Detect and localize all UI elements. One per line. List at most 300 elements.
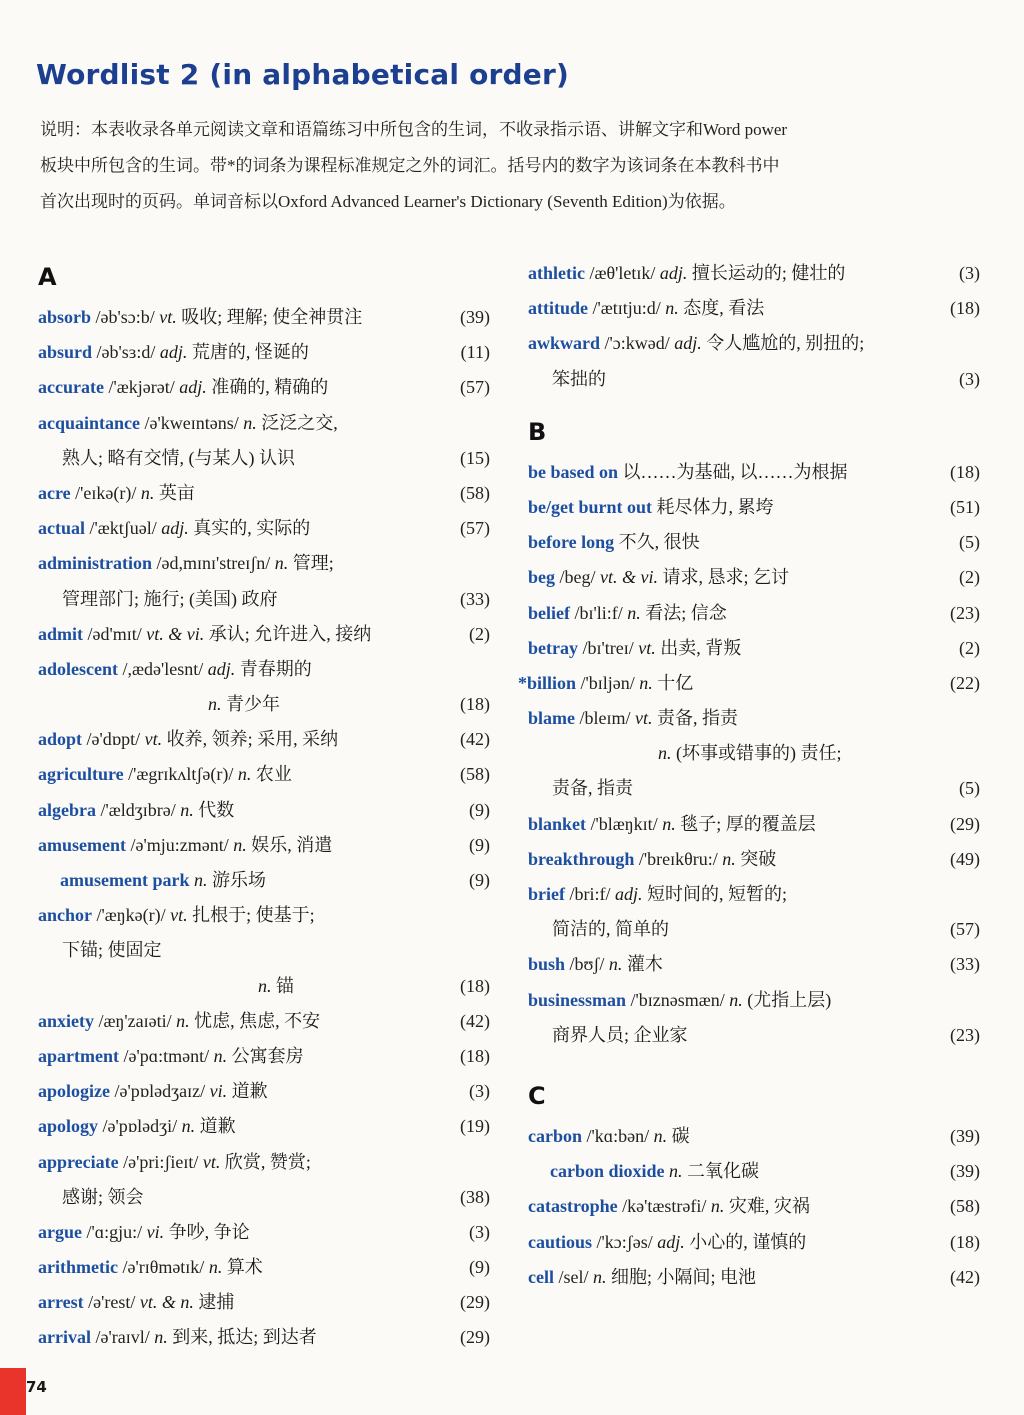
entry-row bbox=[528, 256, 980, 291]
section-letter-b: B bbox=[528, 417, 547, 446]
entry-definition: 吸收; 理解; 使全神贯注 bbox=[176, 307, 363, 327]
entry-pos: adj. bbox=[161, 518, 189, 539]
entry-pos: adj. bbox=[179, 377, 207, 398]
entry-headword: catastrophe bbox=[528, 1196, 618, 1217]
entry-headword: apartment bbox=[38, 1045, 119, 1066]
entry-headword: billion bbox=[527, 672, 577, 693]
entry-definition: 商界人员; 企业家 bbox=[552, 1024, 688, 1045]
entry-pronunciation: /'æktʃuəl/ bbox=[85, 518, 162, 539]
entry-definition: 算术 bbox=[222, 1257, 263, 1278]
entry-pronunciation: /əd'mɪt/ bbox=[83, 623, 147, 644]
entry-definition: 忧虑, 焦虑, 不安 bbox=[189, 1010, 321, 1031]
entry-definition: 小心的, 谨慎的 bbox=[684, 1231, 807, 1252]
page-title: Wordlist 2 (in alphabetical order) bbox=[36, 58, 569, 91]
entry-headword: athletic bbox=[528, 263, 585, 283]
entry-row bbox=[528, 631, 980, 666]
entry-pos: n. bbox=[653, 1125, 668, 1146]
entry-pos: vt. & vi. bbox=[146, 623, 205, 644]
entry-definition: 态度, 看法 bbox=[678, 298, 765, 319]
entry-headword: beg bbox=[528, 567, 555, 588]
entry-row bbox=[528, 362, 980, 397]
entry-page-ref: (9) bbox=[469, 799, 490, 820]
entry-page-ref: (49) bbox=[950, 848, 980, 869]
entry-pronunciation: /bʊʃ/ bbox=[565, 954, 609, 975]
entry-page-ref: (3) bbox=[959, 263, 980, 283]
entry-row bbox=[38, 757, 490, 792]
entry-pronunciation: /'eɪkə(r)/ bbox=[70, 482, 141, 503]
entry-row bbox=[528, 912, 980, 947]
entry-definition: 责备, 指责 bbox=[552, 778, 633, 799]
entry-pos: n. bbox=[194, 870, 208, 890]
entry-pronunciation: /'ɔ:kwəd/ bbox=[600, 333, 675, 354]
entry-page-ref: (57) bbox=[460, 518, 490, 539]
entry-definition: 以……为基础, 以……为根据 bbox=[618, 461, 848, 482]
entry-page-ref: (9) bbox=[469, 870, 490, 890]
entry-page-ref: (9) bbox=[469, 1257, 490, 1278]
entry-definition: 出卖, 背叛 bbox=[655, 637, 742, 658]
entry-row bbox=[38, 335, 490, 370]
entry-headword: arrival bbox=[38, 1327, 91, 1348]
entry-pos: n. bbox=[154, 1327, 168, 1348]
entry-row bbox=[38, 933, 490, 968]
entry-page-ref: (3) bbox=[959, 368, 980, 389]
entry-definition: 请求, 恳求; 乞讨 bbox=[657, 567, 789, 588]
star-marker: * bbox=[518, 672, 527, 693]
entry-definition: 不久, 很快 bbox=[614, 532, 700, 553]
entry-headword: argue bbox=[38, 1221, 82, 1242]
entry-pronunciation: /ə'kweɪntəns/ bbox=[140, 412, 244, 433]
entry-definition: 公寓套房 bbox=[227, 1045, 304, 1066]
entry-pos: n. bbox=[140, 482, 155, 503]
entry-page-ref: (42) bbox=[460, 1010, 490, 1031]
entry-definition: 看法; 信念 bbox=[640, 602, 727, 623]
entry-row bbox=[38, 652, 490, 687]
entry-headword: betray bbox=[528, 637, 578, 658]
entry-pronunciation: /əd,mɪnɪ'streɪʃn/ bbox=[152, 553, 275, 574]
entry-headword: be/get burnt out bbox=[528, 496, 653, 517]
entry-definition: 娱乐, 消遣 bbox=[246, 834, 333, 855]
intro-line: 板块中所包含的生词。带*的词条为课程标准规定之外的词汇。括号内的数字为该词条在本教科书中 bbox=[40, 156, 780, 175]
entry-pronunciation: /əb'sɔ:b/ bbox=[91, 307, 160, 327]
entry-page-ref: (39) bbox=[460, 307, 490, 327]
entry-row bbox=[528, 1154, 980, 1189]
entry-pronunciation: /əb'sɜ:d/ bbox=[92, 342, 160, 363]
spacer bbox=[528, 397, 980, 415]
entry-pronunciation: /bri:f/ bbox=[564, 884, 615, 904]
entry-headword: awkward bbox=[528, 333, 601, 354]
entry-page-ref: (33) bbox=[460, 588, 490, 609]
entry-headword: acre bbox=[38, 482, 71, 503]
entry-headword: before long bbox=[528, 532, 615, 553]
entry-headword: carbon bbox=[528, 1125, 582, 1146]
entry-page-ref: (51) bbox=[950, 496, 980, 517]
entry-list bbox=[518, 455, 980, 1053]
intro-line: 说明：本表收录各单元阅读文章和语篇练习中所包含的生词，不收录指示语、讲解文字和Word power bbox=[40, 120, 788, 139]
entry-definition: 十亿 bbox=[652, 672, 694, 693]
entry-definition: 青春期的 bbox=[235, 658, 312, 679]
entry-pos: n. bbox=[722, 848, 736, 869]
entry-definition: 下锚; 使固定 bbox=[62, 940, 162, 961]
entry-pronunciation: /'ægrɪkʌltʃə(r)/ bbox=[123, 764, 238, 785]
entry-definition: 英亩 bbox=[154, 482, 195, 503]
entry-definition: 到来, 抵达; 到达者 bbox=[167, 1327, 317, 1348]
entry-row bbox=[528, 947, 980, 982]
entry-page-ref: (3) bbox=[469, 1081, 490, 1102]
entry-definition: 简洁的, 简单的 bbox=[552, 919, 669, 940]
entry-definition: 笨拙的 bbox=[552, 368, 606, 389]
entry-pos: vi. bbox=[209, 1081, 228, 1102]
entry-row bbox=[528, 596, 980, 631]
entry-pos: n. bbox=[274, 553, 289, 574]
entry-page-ref: (18) bbox=[950, 461, 980, 482]
entry-page-ref: (5) bbox=[959, 778, 980, 799]
section-letter-a: A bbox=[38, 263, 57, 291]
entry-pronunciation: /ə'mju:zmənt/ bbox=[126, 834, 234, 855]
spacer bbox=[528, 1053, 980, 1079]
entry-row bbox=[528, 736, 980, 771]
entry-headword: businessman bbox=[528, 989, 627, 1010]
entry-headword: actual bbox=[38, 518, 85, 539]
entry-headword: belief bbox=[528, 602, 570, 623]
entry-pos: n. bbox=[710, 1196, 725, 1217]
entry-definition: 感谢; 领会 bbox=[62, 1186, 144, 1207]
entry-page-ref: (5) bbox=[959, 532, 980, 553]
entry-definition: 突破 bbox=[735, 848, 777, 869]
entry-pos: vt. & n. bbox=[139, 1292, 194, 1313]
entry-pos: n. bbox=[233, 834, 247, 855]
entry-row bbox=[38, 406, 490, 441]
entry-row bbox=[528, 1189, 980, 1224]
entry-row bbox=[518, 666, 980, 701]
entry-pos: vt. bbox=[635, 708, 653, 729]
entry-page-ref: (18) bbox=[950, 298, 980, 319]
entry-row bbox=[38, 687, 490, 722]
entry-row bbox=[38, 1250, 490, 1285]
entry-headword: accurate bbox=[38, 377, 104, 398]
entry-row bbox=[38, 370, 490, 405]
entry-pos: n. bbox=[208, 1257, 223, 1278]
entry-list bbox=[528, 256, 980, 397]
entry-definition: 青少年 bbox=[221, 694, 280, 715]
entry-definition: 管理部门; 施行; (美国) 政府 bbox=[62, 588, 278, 609]
entry-pronunciation: /'ɑ:gju:/ bbox=[82, 1221, 147, 1242]
entry-headword: be based on bbox=[528, 461, 619, 482]
entry-definition: 道歉 bbox=[227, 1081, 268, 1102]
entry-pronunciation: /ə'pɒlədʒi/ bbox=[98, 1116, 182, 1137]
entry-pronunciation: /'æŋkə(r)/ bbox=[92, 905, 171, 926]
entry-headword: acquaintance bbox=[38, 412, 141, 433]
entry-headword: cell bbox=[528, 1266, 554, 1287]
entry-pos: vt. bbox=[144, 729, 163, 750]
section-letter-c: C bbox=[528, 1081, 546, 1110]
entry-headword: apologize bbox=[38, 1081, 110, 1102]
entry-definition: 逮捕 bbox=[193, 1292, 235, 1313]
entry-pos: n. bbox=[627, 602, 641, 623]
page-number: 74 bbox=[26, 1378, 47, 1396]
entry-row bbox=[528, 983, 980, 1018]
entry-row bbox=[528, 455, 980, 490]
entry-pos: adj. bbox=[207, 658, 236, 679]
entry-pos: vt. & vi. bbox=[600, 567, 658, 588]
entry-headword: admit bbox=[38, 623, 83, 644]
entry-headword: anchor bbox=[38, 905, 92, 926]
entry-page-ref: (29) bbox=[460, 1292, 490, 1313]
entry-page-ref: (42) bbox=[460, 729, 490, 750]
entry-row bbox=[38, 863, 490, 898]
entry-definition: 灌木 bbox=[622, 954, 663, 975]
entry-row bbox=[38, 582, 490, 617]
entry-pos: adj. bbox=[159, 342, 188, 363]
entry-pos: n. bbox=[258, 975, 272, 996]
entry-row bbox=[528, 1119, 980, 1154]
entry-row bbox=[528, 291, 980, 326]
entry-definition: 道歉 bbox=[195, 1116, 236, 1137]
entry-page-ref: (57) bbox=[950, 919, 980, 940]
entry-pos: n. bbox=[662, 813, 676, 834]
entry-definition: 锚 bbox=[271, 975, 294, 996]
entry-definition: 毯子; 厚的覆盖层 bbox=[675, 813, 816, 834]
entry-row bbox=[38, 1285, 490, 1320]
left-column bbox=[38, 260, 490, 1356]
entry-pronunciation: /ə'pri:ʃieɪt/ bbox=[118, 1151, 203, 1172]
entry-headword: arrest bbox=[38, 1292, 84, 1313]
entry-pos: vt. bbox=[170, 905, 188, 926]
entry-headword: arithmetic bbox=[38, 1257, 118, 1278]
entry-subword: carbon dioxide bbox=[550, 1161, 665, 1182]
entry-row bbox=[528, 842, 980, 877]
entry-page-ref: (2) bbox=[469, 623, 490, 644]
entry-page-ref: (11) bbox=[460, 342, 490, 363]
entry-headword: amusement bbox=[38, 834, 126, 855]
entry-row bbox=[38, 1074, 490, 1109]
entry-pronunciation: /'kɑ:bən/ bbox=[582, 1125, 654, 1146]
entry-definition: 泛泛之交, bbox=[256, 412, 338, 433]
entry-pos: n. bbox=[213, 1045, 228, 1066]
entry-row bbox=[38, 1039, 490, 1074]
entry-pronunciation: /'ældʒɪbrə/ bbox=[96, 799, 181, 820]
entry-definition: 承认; 允许进入, 接纳 bbox=[204, 623, 372, 644]
entry-definition: 令人尴尬的, 别扭的; bbox=[701, 333, 865, 354]
entry-page-ref: (2) bbox=[959, 567, 980, 588]
entry-row bbox=[38, 1320, 490, 1355]
entry-pos: n. bbox=[237, 764, 252, 785]
entry-definition: (尤指上层) bbox=[742, 989, 832, 1010]
entry-page-ref: (39) bbox=[950, 1161, 980, 1182]
entry-row bbox=[38, 1215, 490, 1250]
entry-page-ref: (18) bbox=[460, 975, 490, 996]
entry-row bbox=[38, 1180, 490, 1215]
entry-headword: breakthrough bbox=[528, 848, 635, 869]
entry-headword: algebra bbox=[38, 799, 96, 820]
entry-pos: adj. bbox=[614, 884, 643, 904]
entry-pronunciation: /ə'dɒpt/ bbox=[82, 729, 145, 750]
entry-pronunciation: /ə'raɪvl/ bbox=[90, 1327, 155, 1348]
entry-page-ref: (23) bbox=[950, 602, 980, 623]
entry-pronunciation: /ə'rɪθmətɪk/ bbox=[117, 1257, 209, 1278]
entry-page-ref: (29) bbox=[950, 813, 980, 834]
entry-pos: n. bbox=[181, 1116, 196, 1137]
entry-definition: 争吵, 争论 bbox=[164, 1221, 250, 1242]
entry-row bbox=[38, 1109, 490, 1144]
entry-page-ref: (23) bbox=[950, 1024, 980, 1045]
entry-pronunciation: /'ætɪtju:d/ bbox=[588, 298, 666, 319]
entry-row bbox=[38, 722, 490, 757]
entry-page-ref: (15) bbox=[460, 447, 490, 468]
entry-row bbox=[528, 1225, 980, 1260]
entry-pronunciation: /'blæŋkɪt/ bbox=[586, 813, 663, 834]
entry-definition: 荒唐的, 怪诞的 bbox=[187, 342, 309, 363]
entry-pronunciation: /æŋ'zaɪəti/ bbox=[94, 1010, 177, 1031]
entry-headword: appreciate bbox=[38, 1151, 119, 1172]
entry-page-ref: (33) bbox=[950, 954, 980, 975]
entry-definition: 游乐场 bbox=[207, 870, 266, 890]
entry-headword: cautious bbox=[528, 1231, 593, 1252]
entry-page-ref: (58) bbox=[460, 482, 490, 503]
entry-page-ref: (18) bbox=[950, 1231, 980, 1252]
entry-row bbox=[38, 898, 490, 933]
entry-definition: 扎根于; 使基于; bbox=[187, 905, 315, 926]
entry-row bbox=[38, 441, 490, 476]
entry-row bbox=[38, 793, 490, 828]
entry-pronunciation: /sel/ bbox=[553, 1266, 593, 1287]
entry-headword: blame bbox=[528, 708, 575, 729]
entry-row bbox=[528, 807, 980, 842]
intro-line: 首次出现时的页码。单词音标以Oxford Advanced Learner's Dictionary (Seventh Edition)为依据。 bbox=[40, 192, 736, 211]
entry-definition: 准确的, 精确的 bbox=[206, 377, 329, 398]
entry-definition: 短时间的, 短暂的; bbox=[642, 884, 788, 904]
entry-definition: 真实的, 实际的 bbox=[188, 518, 311, 539]
entry-definition: 碳 bbox=[667, 1125, 690, 1146]
entry-headword: administration bbox=[38, 553, 153, 574]
entry-headword: bush bbox=[528, 954, 566, 975]
entry-page-ref: (42) bbox=[950, 1266, 980, 1287]
entry-row bbox=[528, 326, 980, 361]
entry-headword: blanket bbox=[528, 813, 587, 834]
entry-definition: 二氧化碳 bbox=[682, 1161, 760, 1182]
entry-definition: 灾难, 灾祸 bbox=[724, 1196, 810, 1217]
entry-headword: adopt bbox=[38, 729, 83, 750]
entry-row bbox=[528, 525, 980, 560]
entry-pronunciation: /æθ'letɪk/ bbox=[584, 263, 660, 283]
entry-row bbox=[38, 1004, 490, 1039]
entry-pos: vi. bbox=[146, 1221, 165, 1242]
entry-pronunciation: /bɪ'li:f/ bbox=[570, 602, 628, 623]
entry-pos: vt. bbox=[159, 307, 177, 327]
entry-definition: 收养, 领养; 采用, 采纳 bbox=[162, 729, 339, 750]
entry-pronunciation: /bleɪm/ bbox=[575, 708, 635, 729]
entry-headword: agriculture bbox=[38, 764, 124, 785]
entry-pos: n. bbox=[669, 1161, 683, 1182]
intro-note bbox=[40, 112, 986, 220]
entry-page-ref: (39) bbox=[950, 1125, 980, 1146]
right-column bbox=[518, 256, 980, 1295]
entry-pos: n. bbox=[208, 694, 222, 715]
entry-pronunciation: /ə'rest/ bbox=[83, 1292, 140, 1313]
entry-row bbox=[38, 969, 490, 1004]
entry-pronunciation: /kə'tæstrəfi/ bbox=[617, 1196, 711, 1217]
entry-pronunciation: /'bɪljən/ bbox=[576, 672, 640, 693]
entry-row bbox=[38, 300, 490, 335]
entry-pos: adj. bbox=[657, 1231, 685, 1252]
entry-headword: absurd bbox=[38, 342, 93, 363]
entry-row bbox=[528, 1018, 980, 1053]
entry-pos: n. bbox=[243, 412, 257, 433]
entry-pos: n. bbox=[665, 298, 679, 319]
entry-headword: attitude bbox=[528, 298, 588, 319]
entry-row bbox=[38, 828, 490, 863]
entry-pos: n. bbox=[729, 989, 743, 1010]
entry-row bbox=[528, 560, 980, 595]
entry-pronunciation: /'bɪznəsmæn/ bbox=[626, 989, 730, 1010]
entry-subword: amusement park bbox=[60, 870, 190, 890]
entry-pronunciation: /'breɪkθru:/ bbox=[634, 848, 723, 869]
entry-headword: apology bbox=[38, 1116, 99, 1137]
entry-pronunciation: /bɪ'treɪ/ bbox=[577, 637, 639, 658]
entry-pos: adj. bbox=[674, 333, 702, 354]
entry-list bbox=[38, 300, 490, 1356]
entry-pos: n. bbox=[592, 1266, 607, 1287]
entry-row bbox=[38, 546, 490, 581]
entry-pronunciation: /ə'pɒlədʒaɪz/ bbox=[110, 1081, 210, 1102]
entry-page-ref: (38) bbox=[460, 1186, 490, 1207]
entry-pos: n. bbox=[658, 743, 672, 764]
entry-headword: absorb bbox=[38, 307, 92, 327]
entry-definition: (坏事或错事的) 责任; bbox=[671, 743, 842, 764]
entry-row bbox=[528, 1260, 980, 1295]
entry-row bbox=[38, 617, 490, 652]
entry-pronunciation: /ə'pɑ:tmənt/ bbox=[118, 1045, 214, 1066]
entry-page-ref: (9) bbox=[469, 834, 490, 855]
entry-headword: adolescent bbox=[38, 658, 118, 679]
entry-definition: 责备, 指责 bbox=[652, 708, 738, 729]
entry-page-ref: (58) bbox=[950, 1196, 980, 1217]
entry-row bbox=[528, 701, 980, 736]
entry-pos: n. bbox=[608, 954, 623, 975]
entry-pos: n. bbox=[180, 799, 194, 820]
entry-row bbox=[528, 771, 980, 806]
entry-row bbox=[38, 476, 490, 511]
entry-list bbox=[528, 1119, 980, 1295]
entry-page-ref: (22) bbox=[950, 672, 980, 693]
entry-page-ref: (3) bbox=[469, 1221, 490, 1242]
entry-page-ref: (2) bbox=[959, 637, 980, 658]
entry-pronunciation: /,ædə'lesnt/ bbox=[118, 658, 208, 679]
entry-page-ref: (18) bbox=[460, 1045, 490, 1066]
entry-page-ref: (29) bbox=[460, 1327, 490, 1348]
entry-row bbox=[528, 877, 980, 912]
entry-pos: n. bbox=[176, 1010, 190, 1031]
entry-definition: 管理; bbox=[288, 553, 334, 574]
entry-definition: 细胞; 小隔间; 电池 bbox=[606, 1266, 756, 1287]
entry-pronunciation: /beg/ bbox=[555, 567, 600, 588]
entry-pos: adj. bbox=[659, 263, 688, 283]
entry-page-ref: (58) bbox=[460, 764, 490, 785]
entry-pronunciation: /'kɔ:ʃəs/ bbox=[592, 1231, 658, 1252]
entry-definition: 代数 bbox=[193, 799, 235, 820]
entry-row bbox=[38, 1145, 490, 1180]
page-number-tab bbox=[0, 1368, 47, 1415]
entry-definition: 农业 bbox=[251, 764, 292, 785]
entry-row bbox=[528, 490, 980, 525]
entry-pronunciation: /'ækjərət/ bbox=[103, 377, 180, 398]
entry-page-ref: (19) bbox=[460, 1116, 490, 1137]
entry-page-ref: (18) bbox=[460, 694, 490, 715]
entry-pos: vt. bbox=[638, 637, 656, 658]
entry-definition: 擅长运动的; 健壮的 bbox=[687, 263, 846, 283]
entry-row bbox=[38, 511, 490, 546]
entry-definition: 熟人; 略有交情, (与某人) 认识 bbox=[62, 447, 295, 468]
entry-pos: n. bbox=[639, 672, 653, 693]
